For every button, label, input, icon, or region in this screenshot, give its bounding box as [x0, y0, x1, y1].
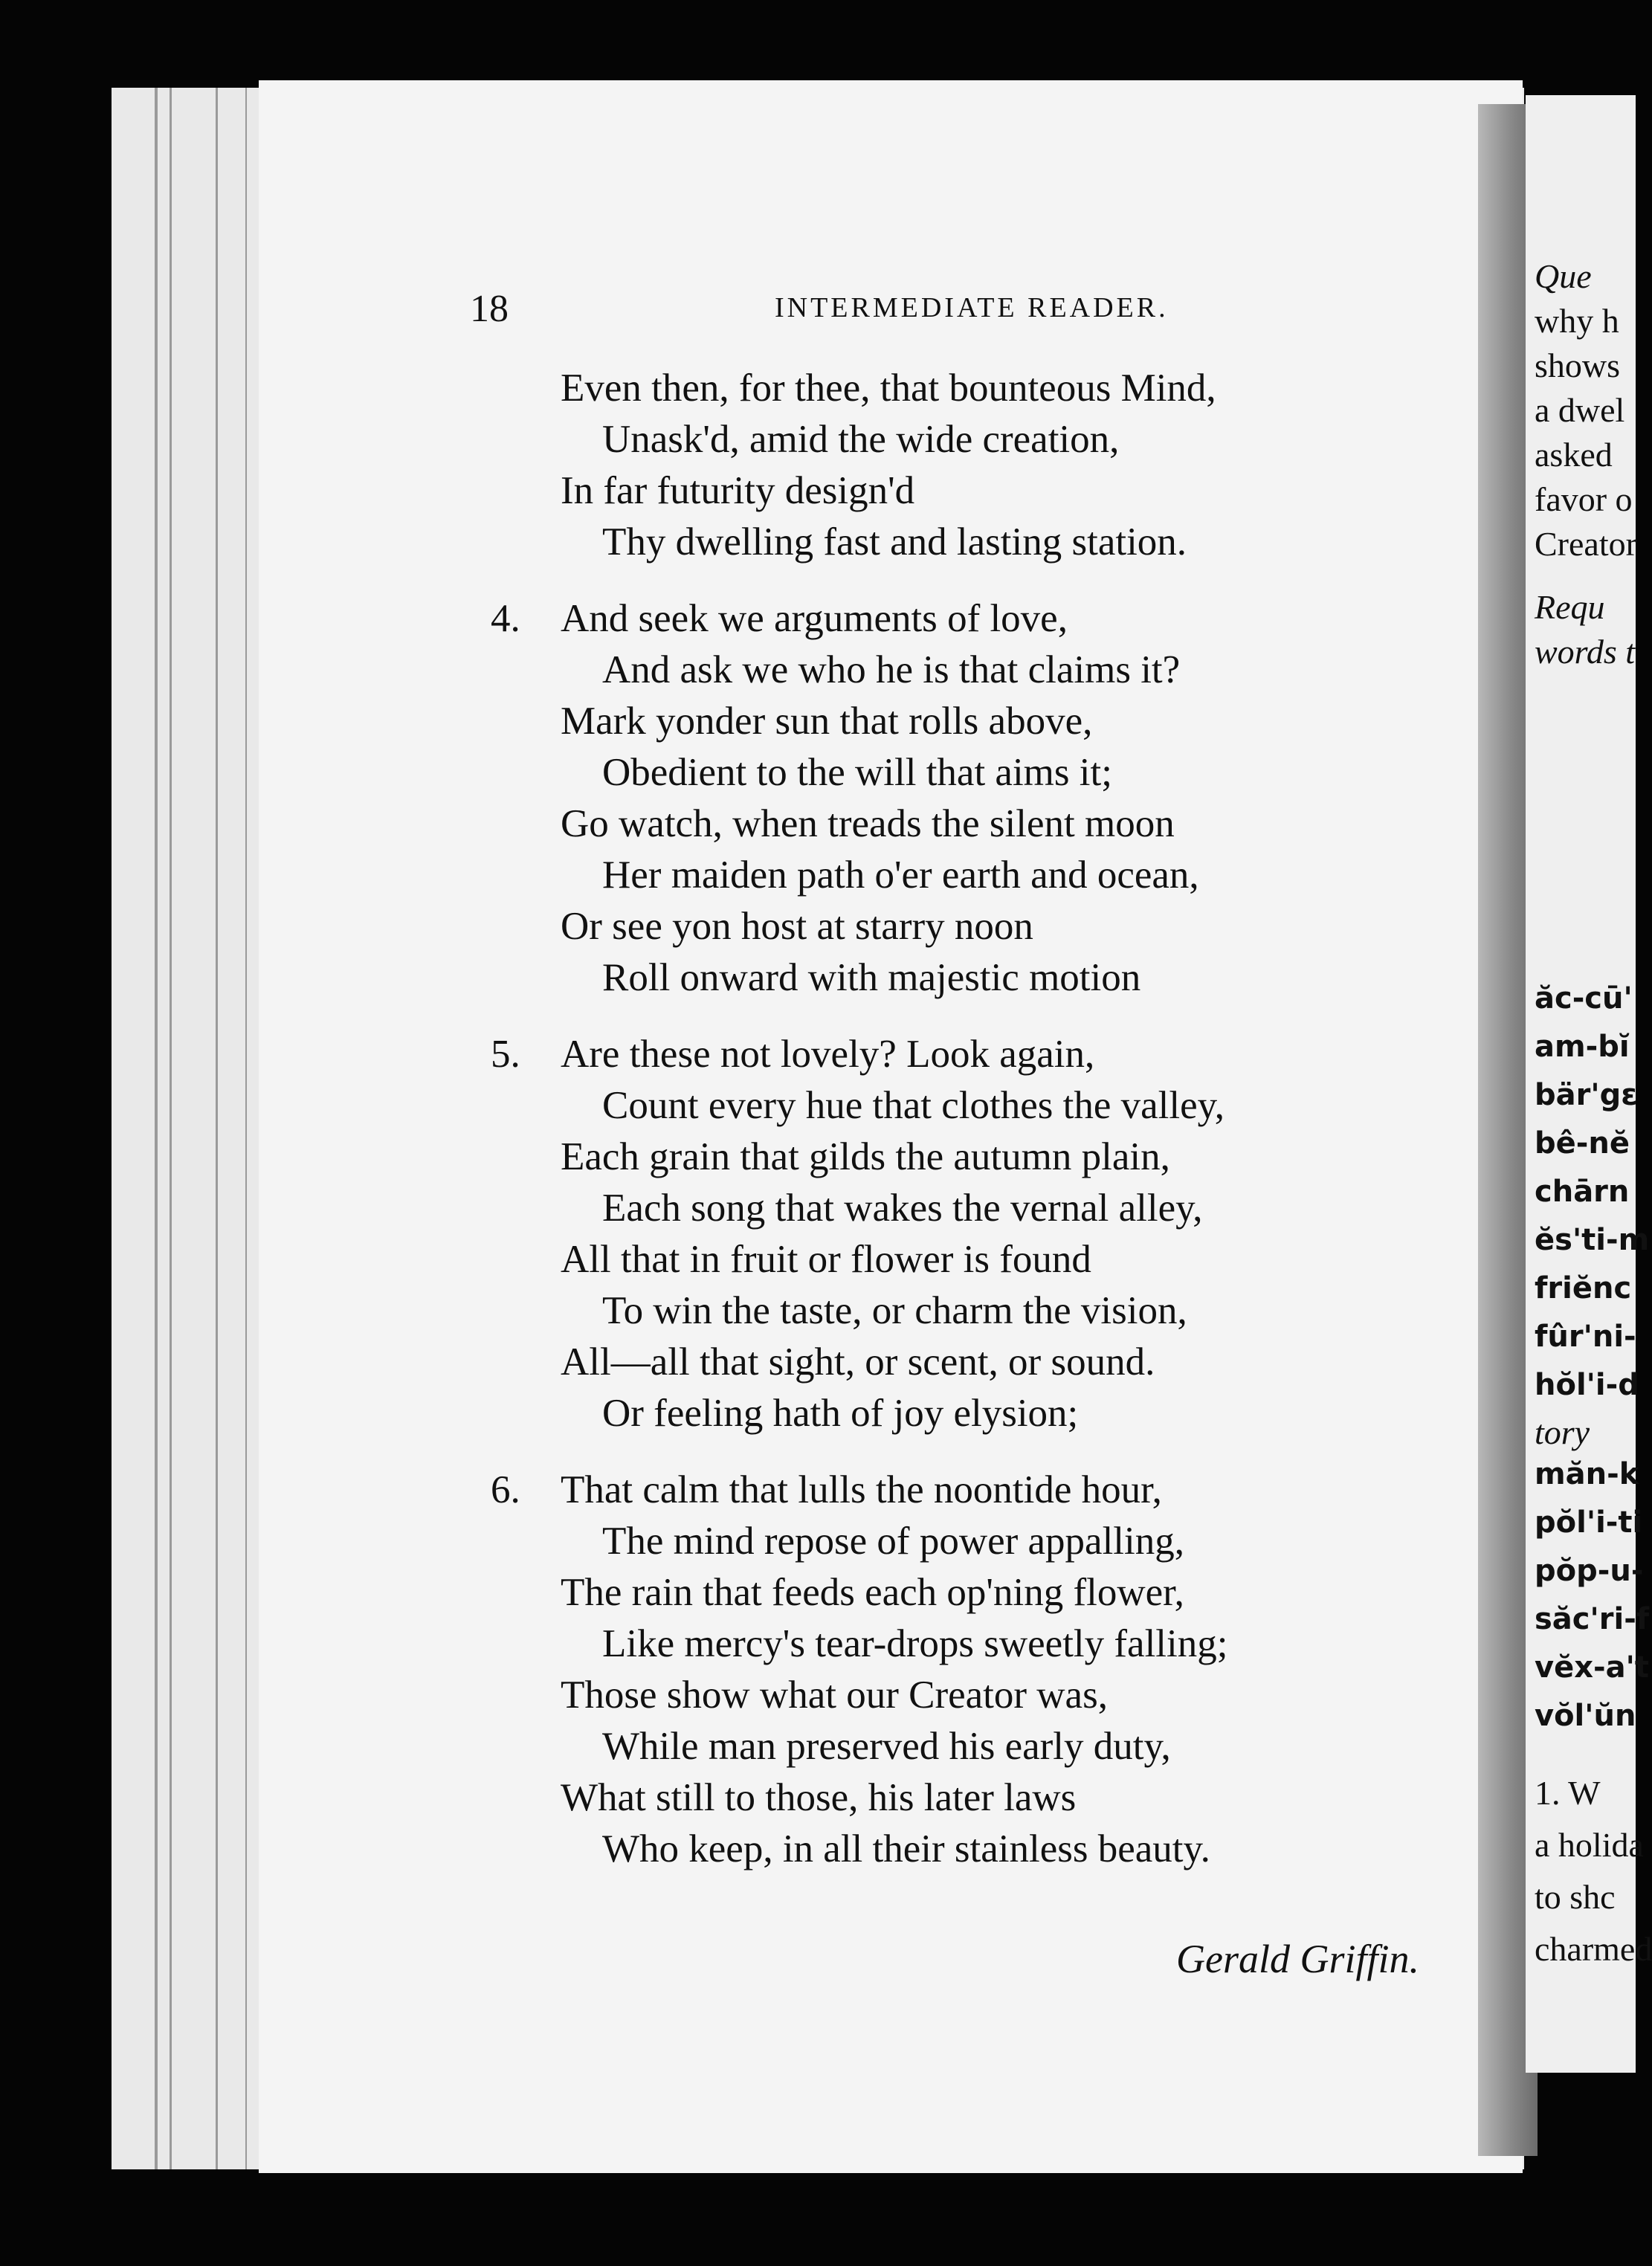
poem-line: [491, 414, 1457, 465]
page-edge: [170, 88, 172, 2169]
poem-line-text: The rain that feeds each op'ning flower,: [561, 1571, 1184, 1614]
poem-line-text: Even then, for thee, that bounteous Mind,: [561, 367, 1216, 410]
poem-line: [491, 850, 1457, 901]
poem-line-text: Those show what our Creator was,: [561, 1673, 1108, 1717]
poem-line: [491, 696, 1457, 747]
facing-page-line: words t: [1535, 633, 1636, 671]
poem-line-text: Each grain that gilds the autumn plain,: [561, 1135, 1170, 1178]
stanza: [491, 1465, 1457, 1875]
stanza: [491, 363, 1457, 568]
facing-page-line: to shc: [1535, 1878, 1616, 1916]
facing-page-line: Creator: [1535, 525, 1637, 563]
facing-page-line: măn-k: [1535, 1457, 1639, 1491]
poem-line-text: And seek we arguments of love,: [561, 597, 1068, 640]
facing-page-line: charmed: [1535, 1930, 1652, 1968]
poem-line: [491, 901, 1457, 952]
poem-line: [491, 798, 1457, 850]
poem: [491, 363, 1457, 1900]
facing-page: [1526, 95, 1652, 2073]
facing-page-line: chārn: [1535, 1175, 1630, 1209]
poem-line: [491, 1132, 1457, 1183]
poem-line: [491, 1721, 1457, 1772]
poem-line-text: Like mercy's tear-drops sweetly falling;: [602, 1622, 1228, 1665]
page-number: 18: [470, 288, 509, 330]
facing-page-line: a holida: [1535, 1826, 1644, 1864]
header-title: INTERMEDIATE READER.: [775, 292, 1169, 323]
poem-line-text: Each song that wakes the vernal alley,: [602, 1187, 1203, 1230]
page-edge: [216, 88, 218, 2169]
facing-page-line: hŏl'i-d: [1535, 1368, 1639, 1402]
poem-line-text: In far futurity design'd: [561, 469, 915, 512]
facing-page-line: am-bĭ: [1535, 1030, 1630, 1064]
facing-page-line: shows: [1535, 346, 1621, 384]
poem-line: [491, 747, 1457, 798]
poem-line: [491, 1183, 1457, 1234]
facing-page-line: săc'ri-f: [1535, 1602, 1650, 1636]
facing-page-line: tory: [1535, 1413, 1590, 1451]
poem-line: [491, 1670, 1457, 1721]
author-signature: Gerald Griffin.: [1176, 1937, 1420, 1981]
poem-line-text: Or feeling hath of joy elysion;: [602, 1392, 1079, 1435]
poem-line-text: Thy dwelling fast and lasting station.: [602, 520, 1187, 564]
poem-line-text: All—all that sight, or scent, or sound.: [561, 1340, 1155, 1384]
facing-page-line: why h: [1535, 302, 1619, 340]
facing-page-line: a dwel: [1535, 391, 1625, 429]
poem-line-text: Mark yonder sun that rolls above,: [561, 700, 1093, 743]
poem-line-text: Or see yon host at starry noon: [561, 905, 1033, 948]
poem-line-text: To win the taste, or charm the vision,: [602, 1289, 1187, 1332]
facing-page-line: 1. W: [1535, 1774, 1601, 1812]
stanza-number: 6.: [491, 1468, 520, 1511]
facing-page-line: Requ: [1535, 588, 1605, 626]
poem-line-text: That calm that lulls the noontide hour,: [561, 1468, 1162, 1511]
poem-line: [491, 363, 1457, 414]
facing-page-line: favor o: [1535, 480, 1633, 518]
poem-line: [491, 1567, 1457, 1618]
facing-page-line: vĕx-a't: [1535, 1650, 1649, 1685]
poem-line: [491, 1337, 1457, 1388]
poem-line-text: The mind repose of power appalling,: [602, 1520, 1184, 1563]
facing-page-line: ăc-cū': [1535, 981, 1633, 1016]
facing-page-line: ĕs'ti-m: [1535, 1223, 1650, 1257]
poem-line-text: Go watch, when treads the silent moon: [561, 802, 1175, 845]
poem-line-text: While man preserved his early duty,: [602, 1725, 1171, 1768]
page-edge: [245, 88, 247, 2169]
poem-line: [491, 1285, 1457, 1337]
poem-line-text: Unask'd, amid the wide creation,: [602, 418, 1120, 461]
facing-page-line: bê-nĕ: [1535, 1126, 1630, 1161]
poem-line: [491, 1080, 1457, 1132]
poem-line: [491, 1029, 1457, 1080]
stanza-number: 4.: [491, 597, 520, 640]
poem-line: [491, 517, 1457, 568]
facing-page-line: fûr'ni-: [1535, 1320, 1636, 1354]
facing-page-line: friĕnc: [1535, 1271, 1632, 1305]
poem-line: [491, 1234, 1457, 1285]
poem-line-text: What still to those, his later laws: [561, 1776, 1077, 1819]
page-edge: [155, 88, 158, 2169]
facing-page-line: Que: [1535, 257, 1592, 295]
poem-line: [491, 1516, 1457, 1567]
facing-page-line: pŏp-u-: [1535, 1554, 1644, 1588]
poem-line-text: Who keep, in all their stainless beauty.: [602, 1827, 1210, 1870]
facing-page-line: bär'gɛ: [1535, 1078, 1638, 1112]
facing-page-line: vŏl'ŭn: [1535, 1699, 1636, 1733]
poem-line: [491, 1772, 1457, 1824]
stanza: [491, 593, 1457, 1004]
poem-line-text: Roll onward with majestic motion: [602, 956, 1141, 999]
poem-line: [491, 1618, 1457, 1670]
poem-line: [491, 1824, 1457, 1875]
stanza-number: 5.: [491, 1033, 520, 1076]
stanza: [491, 1029, 1457, 1439]
poem-line-text: Are these not lovely? Look again,: [561, 1033, 1095, 1076]
poem-line-text: Her maiden path o'er earth and ocean,: [602, 853, 1199, 897]
poem-line-text: All that in fruit or flower is found: [561, 1238, 1091, 1281]
facing-page-line: asked: [1535, 436, 1613, 474]
facing-page-line: pŏl'i-ti: [1535, 1505, 1643, 1540]
poem-line: [491, 952, 1457, 1004]
poem-line: [491, 465, 1457, 517]
poem-line: [491, 645, 1457, 696]
poem-line-text: Obedient to the will that aims it;: [602, 751, 1112, 794]
poem-line: [491, 1465, 1457, 1516]
poem-line: [491, 1388, 1457, 1439]
poem-line: [491, 593, 1457, 645]
poem-line-text: Count every hue that clothes the valley,: [602, 1084, 1225, 1127]
poem-line-text: And ask we who he is that claims it?: [602, 648, 1181, 691]
running-head: [470, 287, 1436, 332]
